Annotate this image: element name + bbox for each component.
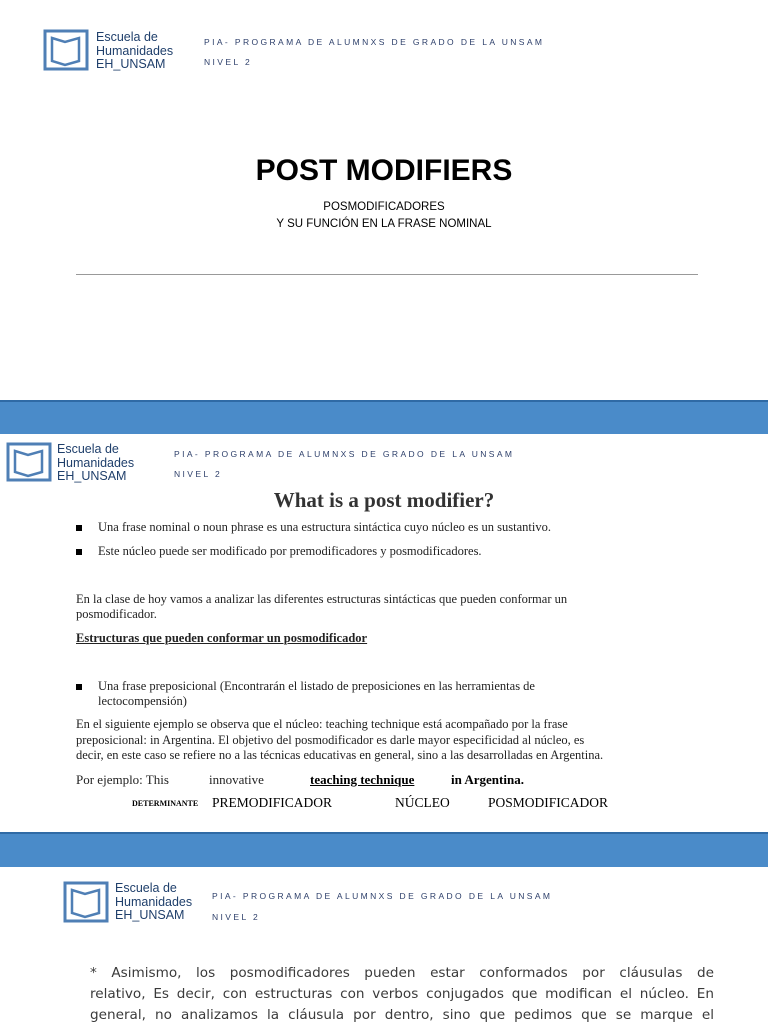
bullet-square-icon [76,549,82,555]
slide-3 [0,867,768,1024]
logo-line-2: Humanidades [96,43,174,58]
intro-paragraph [76,592,567,622]
subtitle-2: Y SU FUNCIÓN EN LA FRASE NOMINAL [276,218,492,230]
bullet-text: Una frase nominal o noun phrase es una estructura sintáctica cuyo núcleo es un sustantivo. [98,520,551,534]
logo-line-1: Escuela de [96,30,158,44]
paragraph-line: preposicional: in Argentina. El objetivo del posmodificador es darle mayor especificidad al núcleo, es [76,732,585,747]
bullet-item [76,544,756,560]
logo-text [57,443,134,484]
slide-title: What is a post modifier? [273,488,495,512]
logo-line-2: Humanidades [57,455,135,470]
bullet-square-icon [76,684,82,690]
label-posmodificador: POSMODIFICADOR [488,795,609,810]
bullet-text-line: lectocompensión) [98,694,187,708]
logo-line-2: Humanidades [115,894,193,909]
logo-line-3: EH_UNSAM [96,57,166,71]
slide-2 [0,434,768,832]
paragraph-line: En el siguiente ejemplo se observa que el núcleo: teaching technique está acompañado por la frase [76,717,568,731]
logo-line-1: Escuela de [57,442,119,456]
logo-text [115,882,192,923]
example-premodifier: innovative [209,772,264,787]
level-header: NIVEL 2 [174,469,223,479]
label-nucleo: NÚCLEO [395,795,450,810]
paragraph-line: posmodificador. [76,607,157,621]
section-heading: Estructuras que pueden conformar un posmodificador [76,631,368,645]
slide-1 [0,0,768,400]
bullet-item [76,520,756,536]
program-header: PIA- PROGRAMA DE ALUMNXS DE GRADO DE LA UNSAM [212,891,553,901]
body-paragraph [90,963,714,1026]
school-logo-icon [6,441,52,483]
paragraph-line: general, no analizamos la cláusula por dentro, sino que pedimos que se marque el [90,1007,714,1023]
paragraph-line: decir, en este caso se refiere no a las técnicas educativas en general, sino a las desarrolladas en Argentina. [76,748,604,762]
level-header: NIVEL 2 [204,57,253,67]
bullet-text-line: Una frase preposicional (Encontrarán el listado de preposiciones en las herramientas de [98,679,535,693]
bullet-text [98,679,718,709]
subtitle-1: POSMODIFICADORES [323,201,445,213]
example-paragraph [76,717,603,764]
slide-separator-band [0,832,768,867]
divider [76,274,698,275]
level-header: NIVEL 2 [212,912,261,922]
paragraph-line: En la clase de hoy vamos a analizar las diferentes estructuras sintácticas que pueden conformar un [76,592,568,606]
example-postmodifier: in Argentina. [451,772,524,787]
example-core: teaching technique [310,772,415,787]
program-header: PIA- PROGRAMA DE ALUMNXS DE GRADO DE LA UNSAM [174,449,515,459]
school-logo-icon [63,880,109,924]
bullet-item [76,679,756,711]
slide-separator-band [0,400,768,434]
label-premodificador: PREMODIFICADOR [212,795,333,810]
page-title: POST MODIFIERS [255,154,513,187]
logo-line-1: Escuela de [115,881,177,895]
example-label: Por ejemplo: This [76,772,169,787]
bullet-square-icon [76,525,82,531]
logo-text [96,31,173,72]
logo-line-3: EH_UNSAM [57,469,127,483]
logo-line-3: EH_UNSAM [115,908,185,922]
program-header: PIA- PROGRAMA DE ALUMNXS DE GRADO DE LA UNSAM [204,37,545,47]
paragraph-line: relativo, Es decir, con estructuras con verbos conjugados que modifican el núcleo. En [90,986,714,1002]
bullet-text: Este núcleo puede ser modificado por premodificadores y posmodificadores. [98,544,482,558]
school-logo-icon [43,28,89,72]
label-determinante: DETERMINANTE [132,799,199,808]
paragraph-line: * Asimismo, los posmodificadores pueden estar conformados por cláusulas de [90,965,714,981]
